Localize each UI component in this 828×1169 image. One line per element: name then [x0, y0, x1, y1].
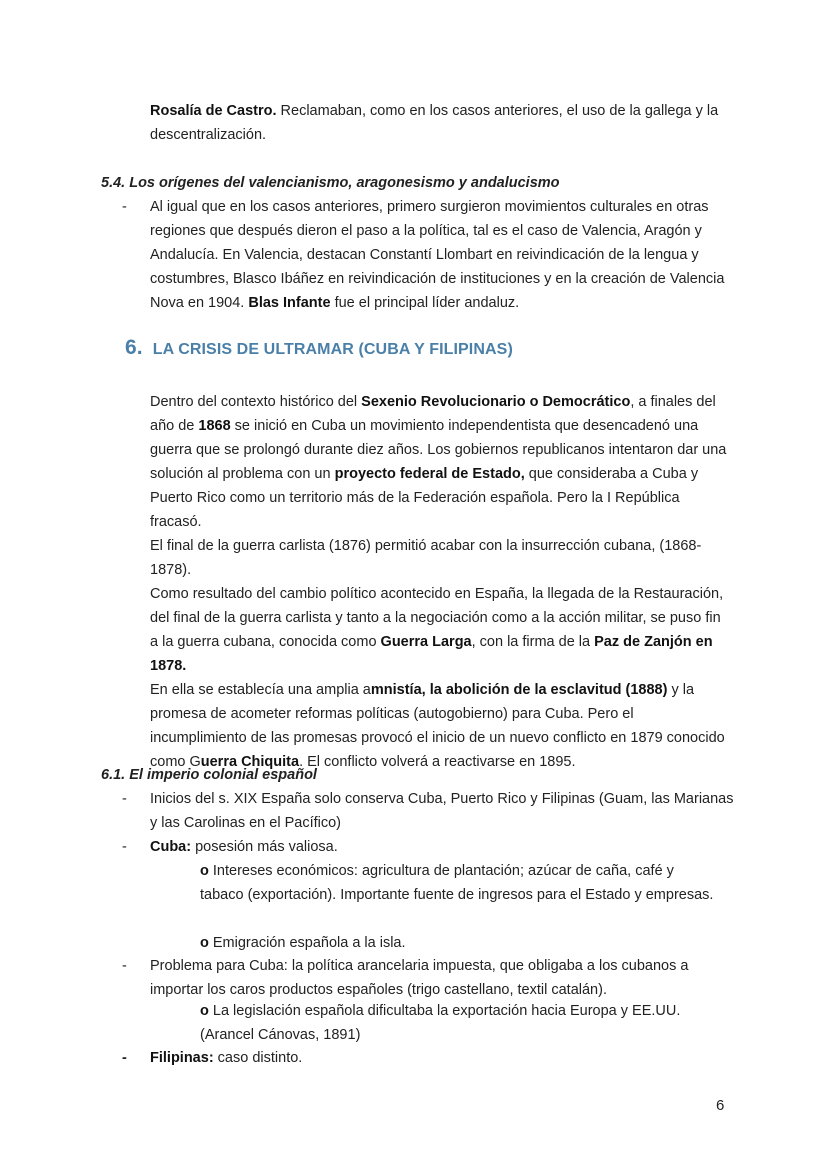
section-heading-6: [125, 336, 513, 360]
bullet-dash: -: [122, 1050, 127, 1066]
bullet-dash: -: [122, 199, 127, 215]
bullet-text: Al igual que en los casos anteriores, primero surgieron movimientos culturales en otras regiones que después dieron el paso a la política, tal es el caso de Valencia, Aragón y Andalucía. En Valencia, destacan Constantí Llombart en reivindicación de la lengua y costumbres, Blasco Ibáñez en reivindicación de instituciones y en la creación de Valencia Nova en 1904. Blas Infante fue el principal líder andaluz.: [150, 199, 725, 311]
body-paragraphs: [101, 390, 731, 774]
bold-text: Rosalía de Castro.: [150, 103, 277, 119]
page-number: 6: [716, 1097, 725, 1114]
paragraph-4: En ella se establecía una amplia amnistía, la abolición de la esclavitud (1888) y la promesa de acometer reformas políticas (autogobierno) para Cuba. Pero el incumplimiento de las promesas provocó el inicio de un nuevo conflicto en 1879 conocido como Guerra Chiquita. El conflicto volverá a reactivarse en 1895.: [150, 682, 725, 770]
bullet-dash: -: [122, 958, 127, 974]
paragraph-3: Como resultado del cambio político acontecido en España, la llegada de la Restauración, del final de la guerra carlista y tanto a la negociación como a la acción militar, se puso fin a la guerra cubana, conocida como Guerra Larga, con la firma de la Paz de Zanjón en 1878.: [150, 586, 724, 674]
paragraph-2: El final de la guerra carlista (1876) permitió acabar con la insurrección cubana, (1868-1878).: [150, 538, 702, 578]
sub-bullet-item: o Intereses económicos: agricultura de plantación; azúcar de caña, café y tabaco (exportación). Importante fuente de ingresos para el Estado y empresas.: [200, 863, 714, 903]
continuation-paragraph: Rosalía de Castro. Reclamaban, como en los casos anteriores, el uso de la gallega y la descentralización.: [150, 103, 719, 143]
paragraph-1: Dentro del contexto histórico del Sexenio Revolucionario o Democrático, a finales del año de 1868 se inició en Cuba un movimiento independentista que desencadenó una guerra que se prolongó durante diez años. Los gobiernos republicanos intentaron dar una solución al problema con un proyecto federal de Estado, que consideraba a Cuba y Puerto Rico como un territorio más de la Federación española. Pero la I República fracasó.: [150, 394, 727, 530]
sub-bullet-item: o Emigración española a la isla.: [200, 935, 406, 951]
bullet-text: Filipinas: caso distinto.: [150, 1050, 303, 1066]
section-title: LA CRISIS DE ULTRAMAR (CUBA Y FILIPINAS): [152, 341, 513, 358]
bullet-text: Problema para Cuba: la política arancelaria impuesta, que obligaba a los cubanos a importar los caros productos españoles (trigo castellano, textil catalán).: [150, 958, 689, 998]
sub-bullet-marker: o: [200, 1003, 209, 1019]
section-number: 6.: [125, 336, 143, 359]
bullet-dash: -: [122, 839, 127, 855]
bullet-text: Cuba: posesión más valiosa.: [150, 839, 338, 855]
sub-bullet-item: o La legislación española dificultaba la exportación hacia Europa y EE.UU. (Arancel Cánovas, 1891): [200, 1003, 681, 1043]
sub-bullet-marker: o: [200, 935, 209, 951]
subsection-heading-5-4: 5.4. Los orígenes del valencianismo, aragonesismo y andalucismo: [101, 175, 560, 191]
bullet-dash: -: [122, 791, 127, 807]
bullet-text: Inicios del s. XIX España solo conserva Cuba, Puerto Rico y Filipinas (Guam, las Marianas y las Carolinas en el Pacífico): [150, 791, 734, 831]
sub-bullet-marker: o: [200, 863, 209, 879]
subsection-heading-6-1: 6.1. El imperio colonial español: [101, 767, 317, 783]
